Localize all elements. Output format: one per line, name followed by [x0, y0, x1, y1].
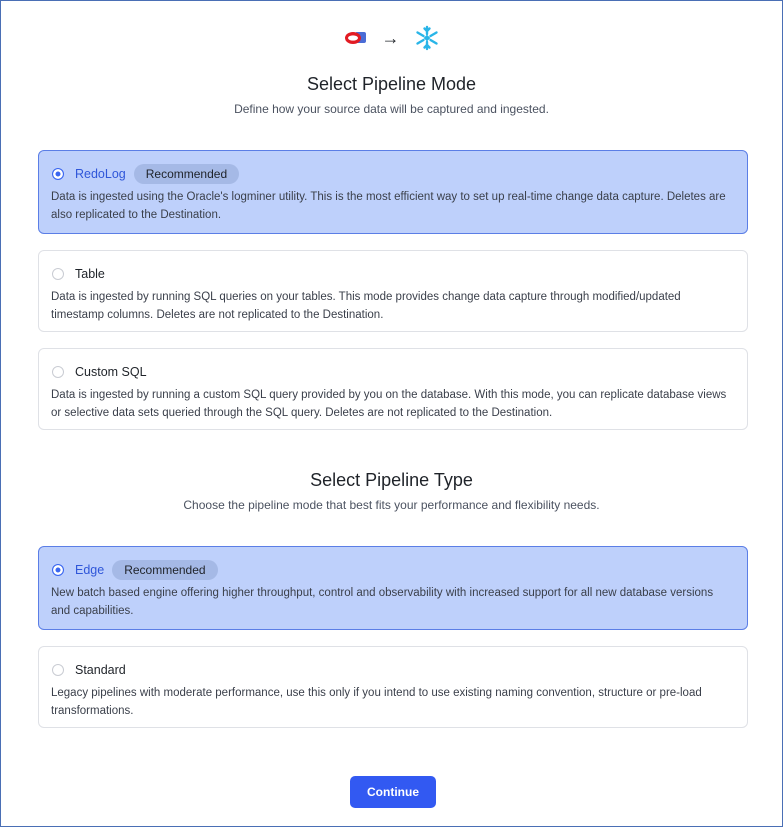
option-description: New batch based engine offering higher throughput, control and observability with increased support for all new database versions and capabilities. [51, 587, 714, 617]
option-description: Data is ingested using the Oracle's logminer utility. This is the most efficient way to set up real-time change data capture. Deletes are also replicated to the Destination. [51, 191, 726, 221]
source-destination-header [1, 25, 782, 51]
option-label: Custom SQL [75, 365, 147, 379]
mode-option-table[interactable] [38, 250, 748, 332]
radio-button-selected[interactable] [52, 564, 64, 576]
recommended-badge: Recommended [112, 560, 217, 580]
pipeline-type-subtitle: Choose the pipeline mode that best fits your performance and flexibility needs. [183, 498, 600, 512]
pipeline-mode-subtitle: Define how your source data will be captured and ingested. [234, 102, 549, 116]
type-option-standard[interactable] [38, 646, 748, 728]
oracle-logo-icon [344, 29, 368, 47]
type-option-edge[interactable] [38, 546, 748, 630]
pipeline-type-title: Select Pipeline Type [310, 470, 473, 490]
option-description: Legacy pipelines with moderate performance, use this only if you intend to use existing naming convention, structure or pre-load transformations. [51, 687, 702, 717]
pipeline-mode-title: Select Pipeline Mode [306, 74, 477, 94]
radio-button[interactable] [52, 664, 64, 676]
radio-button-selected[interactable] [52, 168, 64, 180]
option-description: Data is ingested by running SQL queries on your tables. This mode provides change data capture through modified/updated timestamp columns. Deletes are not replicated to the Destination. [51, 291, 681, 321]
radio-button[interactable] [52, 366, 64, 378]
option-label: RedoLog [75, 167, 126, 181]
arrow-right-icon: → [381, 28, 400, 48]
mode-option-custom-sql[interactable] [38, 348, 748, 430]
continue-button[interactable]: Continue [350, 776, 436, 808]
recommended-badge: Recommended [134, 164, 239, 184]
option-label: Standard [75, 663, 126, 677]
mode-option-redolog[interactable] [38, 150, 748, 234]
option-label: Edge [75, 563, 105, 577]
option-description: Data is ingested by running a custom SQL query provided by you on the database. With this mode, you can replicate database views or selective data sets queried through the SQL query. Deletes are not replicated to the Destination. [51, 389, 727, 419]
snowflake-logo-icon [414, 25, 440, 51]
radio-button[interactable] [52, 268, 64, 280]
option-label: Table [75, 267, 105, 281]
